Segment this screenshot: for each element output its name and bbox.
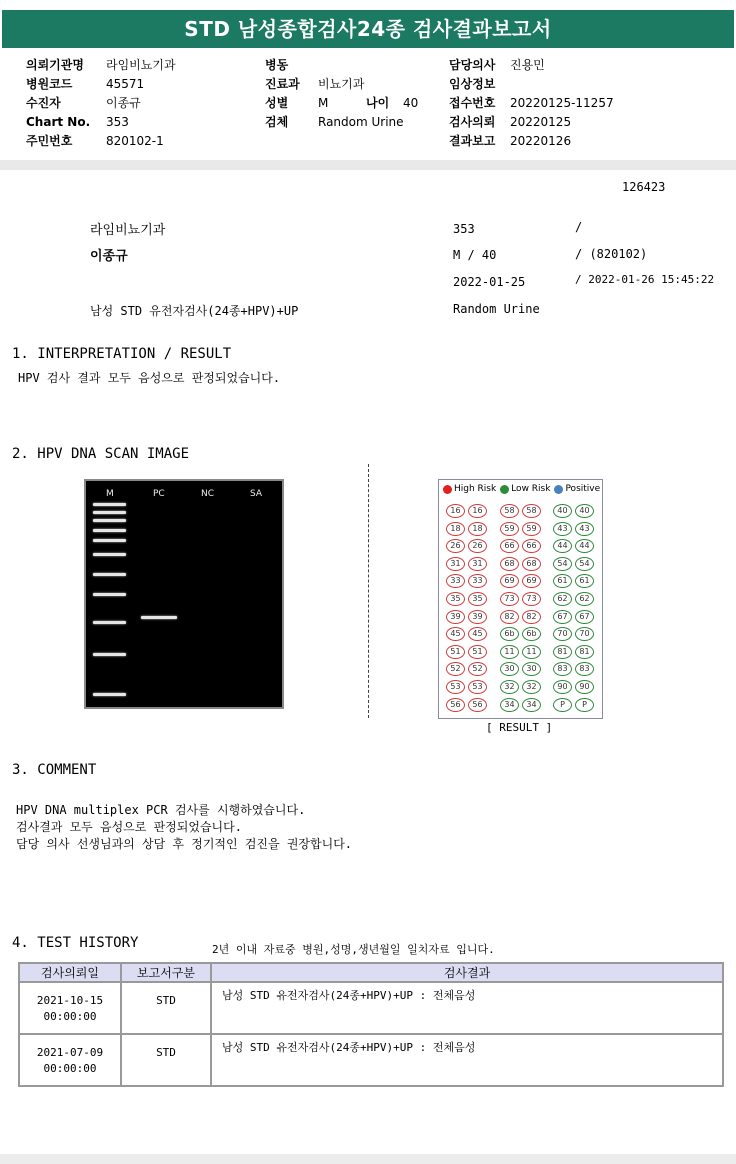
hpv-type-pill: 33	[446, 574, 465, 588]
info-label: 병원코드	[26, 77, 73, 91]
footer-separator	[0, 1154, 736, 1164]
hpv-type-pill: 83	[575, 662, 594, 676]
hpv-type-pill: 16	[468, 504, 487, 518]
hpv-type-pill: 40	[575, 504, 594, 518]
pc-band	[141, 616, 177, 619]
summary-chart: 353	[453, 222, 475, 236]
high-risk-dot-icon	[443, 485, 452, 494]
gel-lane-label: M	[106, 489, 114, 499]
info-label: 접수번호	[449, 96, 496, 110]
comment-line: 담당 의사 선생님과의 상담 후 정기적인 검진을 권장합니다.	[16, 837, 353, 851]
dept-label: 진료과	[265, 77, 300, 91]
ladder-band	[93, 519, 126, 522]
hpv-type-pill: 81	[553, 645, 572, 659]
hpv-type-pill: 69	[522, 574, 541, 588]
history-type: STD	[121, 982, 211, 1034]
summary-clinic: 라임비뇨기과	[90, 223, 166, 238]
positive-dot-icon	[554, 485, 563, 494]
gel-lane-label: SA	[250, 489, 263, 499]
info-label: 주민번호	[26, 134, 73, 148]
hpv-type-pill: P	[553, 698, 572, 712]
hpv-type-pill: 43	[575, 522, 594, 536]
date-text: 2021-10-15	[36, 994, 104, 1007]
hpv-type-pill: 35	[446, 592, 465, 606]
info-value: 진용민	[510, 58, 545, 72]
info-value: 이종규	[106, 96, 141, 110]
hpv-type-pill: 66	[500, 539, 519, 553]
hpv-type-pill: 70	[575, 627, 594, 641]
hpv-type-pill: 70	[553, 627, 572, 641]
hpv-type-pill: 26	[446, 539, 465, 553]
history-date	[19, 982, 121, 1034]
hpv-type-pill: 51	[446, 645, 465, 659]
hpv-type-pill: 69	[500, 574, 519, 588]
hpv-type-pill: 34	[522, 698, 541, 712]
specimen-label: 검체	[265, 115, 289, 129]
hpv-type-pill: 67	[575, 610, 594, 624]
ladder-band	[93, 553, 126, 556]
sex-value: M	[318, 96, 329, 110]
info-value: 라임비뇨기과	[106, 58, 176, 72]
hpv-type-pill: 67	[553, 610, 572, 624]
hpv-type-pill: 62	[553, 592, 572, 606]
hpv-type-pill: 59	[500, 522, 519, 536]
table-row	[19, 982, 723, 1034]
info-label: 검사의뢰	[449, 115, 496, 129]
hpv-type-pill: 34	[500, 698, 519, 712]
hpv-type-pill: 53	[446, 680, 465, 694]
result-caption: [ RESULT ]	[486, 721, 553, 734]
ladder-band	[93, 693, 126, 696]
hpv-type-pill: 62	[575, 592, 594, 606]
hpv-type-pill: 32	[500, 680, 519, 694]
info-value: 45571	[106, 77, 145, 91]
summary-report-datetime: / 2022-01-26 15:45:22	[575, 273, 715, 286]
hpv-type-pill: 82	[500, 610, 519, 624]
low-risk-dot-icon	[500, 485, 509, 494]
col-header: 검사의뢰일	[19, 963, 121, 982]
history-date	[19, 1034, 121, 1086]
hpv-type-pill: 30	[522, 662, 541, 676]
ladder-band	[93, 529, 126, 532]
age-value: 40	[403, 96, 419, 110]
hpv-type-pill: 81	[575, 645, 594, 659]
hpv-type-pill: 16	[446, 504, 465, 518]
hpv-type-pill: 51	[468, 645, 487, 659]
hpv-type-pill: 33	[468, 574, 487, 588]
date-text: 2021-07-09	[36, 1046, 104, 1059]
info-value: 820102-1	[106, 134, 164, 148]
col-header: 보고서구분	[121, 963, 211, 982]
info-column-2	[265, 56, 418, 132]
hpv-type-pill: 39	[468, 610, 487, 624]
hpv-type-pill: 59	[522, 522, 541, 536]
hpv-type-pill: 52	[468, 662, 487, 676]
hpv-type-pill: 11	[522, 645, 541, 659]
hpv-type-pill: 45	[468, 627, 487, 641]
info-value: 20220125	[510, 115, 572, 129]
info-value: 20220125-11257	[510, 96, 614, 110]
hpv-type-pill: 58	[500, 504, 519, 518]
legend-label: High Risk	[454, 484, 497, 494]
hpv-type-pill: 90	[553, 680, 572, 694]
info-label: 의뢰기관명	[26, 58, 84, 72]
report-id: 126423	[622, 180, 666, 194]
col-header: 검사결과	[211, 963, 723, 982]
hpv-type-pill: P	[575, 698, 594, 712]
dept-value: 비뇨기과	[318, 77, 365, 91]
summary-slash: /	[575, 220, 583, 234]
info-label: 결과보고	[449, 134, 496, 148]
info-label: 임상정보	[449, 77, 496, 91]
hpv-type-pill: 53	[468, 680, 487, 694]
specimen-value: Random Urine	[318, 115, 404, 129]
ladder-band	[93, 503, 126, 506]
summary-sex-age: M / 40	[453, 248, 497, 262]
hpv-type-pill: 43	[553, 522, 572, 536]
hpv-type-pill: 31	[446, 557, 465, 571]
gel-electrophoresis-image	[84, 479, 284, 709]
summary-patient: 이종규	[90, 249, 128, 264]
hpv-type-pill: 39	[446, 610, 465, 624]
gel-lane-label: NC	[201, 489, 215, 499]
summary-birth: / (820102)	[575, 247, 648, 261]
hpv-type-pill: 54	[553, 557, 572, 571]
info-value: 20220126	[510, 134, 572, 148]
hpv-type-pill: 73	[500, 592, 519, 606]
comment-line: 검사결과 모두 음성으로 판정되었습니다.	[16, 820, 242, 834]
hpv-type-pill: 61	[553, 574, 572, 588]
hpv-type-pill: 18	[468, 522, 487, 536]
hpv-type-pill: 31	[468, 557, 487, 571]
hpv-type-pill: 26	[468, 539, 487, 553]
legend-label: Low Risk	[511, 484, 551, 494]
ladder-band	[93, 573, 126, 576]
sex-label: 성별	[265, 96, 289, 110]
history-result: 남성 STD 유전자검사(24종+HPV)+UP : 전체음성	[211, 1034, 723, 1086]
ladder-band	[93, 621, 126, 624]
hpv-type-pill: 45	[446, 627, 465, 641]
hpv-type-pill: 35	[468, 592, 487, 606]
hpv-type-pill: 32	[522, 680, 541, 694]
time-text: 00:00:00	[43, 1010, 97, 1023]
hpv-type-pill: 6b	[522, 627, 541, 641]
section-1-text: HPV 검사 결과 모두 음성으로 판정되었습니다.	[18, 371, 281, 385]
hpv-type-pill: 58	[522, 504, 541, 518]
hpv-type-pill: 68	[500, 557, 519, 571]
section-4-title: 4. TEST HISTORY	[12, 935, 139, 951]
hpv-type-pill: 66	[522, 539, 541, 553]
ward-label: 병동	[265, 58, 289, 72]
hpv-type-pill: 52	[446, 662, 465, 676]
hpv-type-pill: 18	[446, 522, 465, 536]
legend-label: Positive	[565, 484, 601, 494]
info-label: 담당의사	[449, 58, 496, 72]
section-2-title: 2. HPV DNA SCAN IMAGE	[12, 446, 190, 462]
hpv-type-pill: 44	[553, 539, 572, 553]
hpv-type-pill: 40	[553, 504, 572, 518]
section-1-title: 1. INTERPRETATION / RESULT	[12, 346, 232, 362]
info-value: 353	[106, 115, 129, 129]
age-label: 나이	[366, 96, 390, 110]
hpv-type-pill: 30	[500, 662, 519, 676]
hpv-type-pill: 90	[575, 680, 594, 694]
header-separator	[0, 160, 736, 170]
test-history-table	[18, 962, 724, 1087]
hpv-risk-panel	[438, 479, 603, 719]
summary-request-date: 2022-01-25	[453, 275, 526, 289]
hpv-type-pill: 61	[575, 574, 594, 588]
hpv-type-pill: 68	[522, 557, 541, 571]
ladder-band	[93, 511, 126, 514]
info-column-1	[26, 56, 176, 151]
hpv-type-pill: 56	[446, 698, 465, 712]
table-row	[19, 1034, 723, 1086]
ladder-band	[93, 539, 126, 542]
time-text: 00:00:00	[43, 1062, 97, 1075]
section-3-title: 3. COMMENT	[12, 762, 97, 778]
info-label: 수진자	[26, 96, 61, 110]
summary-specimen: Random Urine	[453, 302, 540, 316]
comment-line: HPV DNA multiplex PCR 검사를 시행하였습니다.	[16, 803, 306, 817]
risk-legend	[443, 484, 600, 494]
hpv-type-pill: 11	[500, 645, 519, 659]
report-title: STD 남성종합검사24종 검사결과보고서	[2, 10, 734, 48]
hpv-type-pill: 54	[575, 557, 594, 571]
info-column-3	[449, 56, 614, 151]
history-note: 2년 이내 자료중 병원,성명,생년월일 일치자료 입니다.	[212, 943, 495, 956]
hpv-type-pill: 6b	[500, 627, 519, 641]
gel-lane-label: PC	[153, 489, 165, 499]
info-label: Chart No.	[26, 115, 91, 129]
hpv-type-pill: 83	[553, 662, 572, 676]
hpv-type-pill: 56	[468, 698, 487, 712]
ladder-band	[93, 653, 126, 656]
summary-test-name: 남성 STD 유전자검사(24종+HPV)+UP	[90, 304, 299, 318]
history-type: STD	[121, 1034, 211, 1086]
hpv-type-pill: 82	[522, 610, 541, 624]
ladder-band	[93, 593, 126, 596]
divider-dashed	[368, 464, 369, 718]
hpv-type-pill: 44	[575, 539, 594, 553]
hpv-type-pill: 73	[522, 592, 541, 606]
history-result: 남성 STD 유전자검사(24종+HPV)+UP : 전체음성	[211, 982, 723, 1034]
